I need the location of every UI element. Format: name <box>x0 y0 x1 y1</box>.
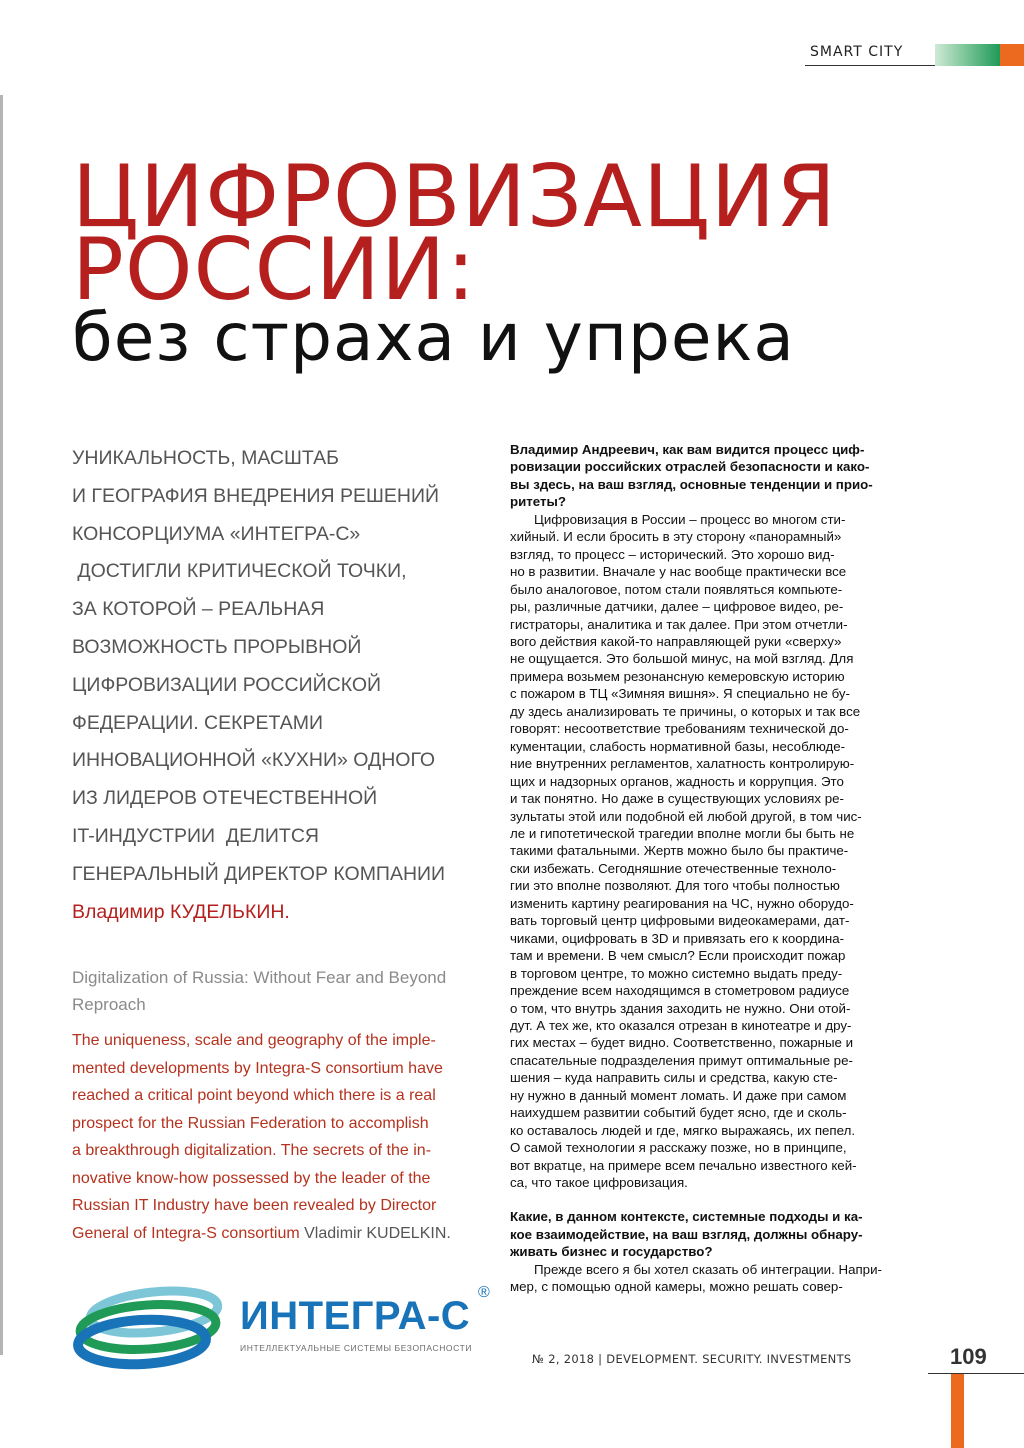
answer-line: взгляд, то процесс – исторический. Это хорошо вид- <box>510 546 835 562</box>
answer-line: ры, различные датчики, далее – цифровое видео, ре- <box>510 599 844 615</box>
answer-line: примера возьмем резонансную кемеровскую историю <box>510 668 845 684</box>
section-label: SMART CITY <box>810 44 904 60</box>
answer-line: шения – куда направить силы и средства, какую сте- <box>510 1070 838 1086</box>
english-summary-line: The uniqueness, scale and geography of the imple- <box>72 1032 436 1049</box>
answer-line: преждение всем находящимся в стометровом радиусе <box>510 983 850 999</box>
answer-line: но в развитии. Вначале у нас вообще практически все <box>510 564 847 580</box>
english-title-line: Digitalization of Russia: Without Fear and Beyond <box>72 968 447 987</box>
answer-line: не ощущается. Это большой минус, на мой взгляд. Для <box>510 651 854 667</box>
lead-line: ФЕДЕРАЦИИ. СЕКРЕТАМИ <box>72 711 324 734</box>
orange-page-bar <box>951 1374 964 1448</box>
question-1 <box>510 441 926 511</box>
answer-line: спасательные подразделения примут оптимальные ре- <box>510 1052 853 1068</box>
lead-line: ГЕНЕРАЛЬНЫЙ ДИРЕКТОР КОМПАНИИ <box>72 862 446 885</box>
lead-line: И ГЕОГРАФИЯ ВНЕДРЕНИЯ РЕШЕНИЙ <box>72 484 440 507</box>
answer-line: кументации, слабость нормативной базы, несоблюде- <box>510 738 846 754</box>
answer-line: вот вкратце, на примере всем печально известного кей- <box>510 1157 857 1173</box>
answer-line: гистраторы, аналитика и так далее. При этом отчетли- <box>510 616 848 632</box>
answer-line: в торговом центре, то можно системно выдать преду- <box>510 965 843 981</box>
answer-line: хийный. И если бросить в эту сторону «панорамный» <box>510 529 842 545</box>
english-summary-text: General of Integra-S consortium <box>72 1224 305 1242</box>
answer-line: ну нужно в данный момент ломать. И даже при самом <box>510 1087 847 1103</box>
lead-line: ИННОВАЦИОННОЙ «КУХНИ» ОДНОГО <box>72 749 436 772</box>
interview-column <box>510 441 926 1296</box>
answer-line: изменить картину реагирования на ЧС, нужно оборудо- <box>510 895 854 911</box>
english-summary-line: mented developments by Integra-S consortium have <box>72 1059 443 1077</box>
logo-tagline: ИНТЕЛЛЕКТУАЛЬНЫЕ СИСТЕМЫ БЕЗОПАСНОСТИ <box>240 1343 473 1353</box>
question-line: ритеты? <box>510 494 567 510</box>
lead-line: IT-ИНДУСТРИИ ДЕЛИТСЯ <box>72 824 319 847</box>
answer-line: там и времени. В чем смысл? Если происходит пожар <box>510 948 846 964</box>
answer-line: ду здесь анализировать те причины, о которых и так все <box>510 703 861 719</box>
green-tab <box>935 44 1000 66</box>
english-summary <box>72 1027 502 1247</box>
answer-line: щих и надзорных органов, жадность и коррупция. Это <box>510 773 844 789</box>
english-author: Vladimir KUDELKIN. <box>304 1224 451 1242</box>
article-title-line-1: ЦИФРОВИЗАЦИЯ <box>72 147 837 247</box>
answer-line: вого действия какой-то направляющей руки «сверху» <box>510 633 842 649</box>
article-title-line-2: РОССИИ: <box>72 220 477 320</box>
registered-mark: ® <box>478 1284 490 1301</box>
three-rings-logo-icon <box>72 1282 232 1372</box>
question-line: Какие, в данном контексте, системные подходы и ка- <box>510 1209 863 1225</box>
question-line: живать бизнес и государство? <box>510 1244 713 1260</box>
lead-line: УНИКАЛЬНОСТЬ, МАСШТАБ <box>72 447 339 469</box>
footer-issue: № 2, 2018 | DEVELOPMENT. SECURITY. INVESTMENTS <box>532 1352 852 1366</box>
question-line: ровизации российских отраслей безопасности и како- <box>510 459 870 475</box>
answer-line: зультаты этой или подобной ей любой другой, в том чис- <box>510 808 862 824</box>
answer-line: гих местах – будет видно. Соответственно, пожарные и <box>510 1035 854 1051</box>
lead-line: ДОСТИГЛИ КРИТИЧЕСКОЙ ТОЧКИ, <box>72 560 407 583</box>
answer-line: такими фатальными. Жертв можно было бы практиче- <box>510 843 849 859</box>
article-subtitle: без страха и упрека <box>72 299 795 376</box>
answer-line: было аналоговое, потом стали появляться компьюте- <box>510 581 843 597</box>
footer-rule <box>928 1373 1024 1374</box>
lead-paragraph <box>72 440 492 931</box>
answer-line: ски избежать. Сегодняшние отечественные техноло- <box>510 860 837 876</box>
question-2 <box>510 1208 926 1260</box>
page-number: 109 <box>950 1344 987 1369</box>
lead-line: ИЗ ЛИДЕРОВ ОТЕЧЕСТВЕННОЙ <box>72 787 378 810</box>
english-summary-line: a breakthrough digitalization. The secrets of the in- <box>72 1142 432 1159</box>
page-edge-line <box>0 95 3 1355</box>
answer-2 <box>510 1261 926 1296</box>
question-line: Владимир Андреевич, как вам видится процесс циф- <box>510 442 865 457</box>
answer-1 <box>510 511 926 1192</box>
lead-line: КОНСОРЦИУМА «ИНТЕГРА-С» <box>72 522 361 545</box>
english-title <box>72 964 502 1018</box>
integra-s-logo <box>72 1282 502 1372</box>
english-summary-line: novative know-how possessed by the leader of the <box>72 1169 431 1187</box>
english-summary-line: prospect for the Russian Federation to accomplish <box>72 1114 429 1132</box>
orange-tab <box>1000 44 1024 66</box>
answer-line: ние внутренних регламентов, халатность контролирую- <box>510 756 855 772</box>
question-line: кое взаимодействие, на ваш взгляд, должны обнару- <box>510 1226 863 1242</box>
lead-author: Владимир КУДЕЛЬКИН. <box>72 900 290 923</box>
answer-line: Цифровизация в России – процесс во многом сти- <box>534 511 846 527</box>
english-title-line: Reproach <box>72 995 146 1014</box>
logo-name: ИНТЕГРА-С <box>240 1294 471 1338</box>
english-summary-line: reached a critical point beyond which there is a real <box>72 1087 436 1104</box>
answer-line: ко оставалось людей и где, мягко выражаясь, их пепел. <box>510 1122 856 1138</box>
lead-line: ЦИФРОВИЗАЦИИ РОССИЙСКОЙ <box>72 673 382 696</box>
english-summary-line: Russian IT Industry have been revealed by Director <box>72 1197 437 1214</box>
answer-line: са, что такое цифровизация. <box>510 1175 688 1191</box>
answer-line: и так понятно. Но даже в существующих условиях ре- <box>510 791 844 807</box>
answer-line: говорят: несоответствие требованиям технической до- <box>510 721 849 737</box>
header-color-tabs <box>935 44 1024 66</box>
lead-line: ЗА КОТОРОЙ – РЕАЛЬНАЯ <box>72 598 325 621</box>
answer-line: ле и гипотетической трагедии вполне могли бы быть не <box>510 825 855 841</box>
answer-line: Прежде всего я бы хотел сказать об интеграции. Напри- <box>534 1261 882 1277</box>
lead-line: ВОЗМОЖНОСТЬ ПРОРЫВНОЙ <box>72 635 362 658</box>
header-rule <box>805 65 935 66</box>
question-line: вы здесь, на ваш взгляд, основные тенденции и прио- <box>510 476 873 492</box>
answer-line: дут. А тех же, кто оказался отрезан в кинотеатре и дру- <box>510 1017 852 1033</box>
answer-line: наихудшем развитии событий будет ясно, где и сколь- <box>510 1105 847 1121</box>
answer-line: О самой технологии я расскажу позже, но в принципе, <box>510 1140 847 1156</box>
answer-line: вать торговый центр цифровыми видеокамерами, дат- <box>510 913 850 929</box>
answer-line: чиками, оцифровать в 3D и привязать его к координа- <box>510 930 845 946</box>
answer-line: о том, что внутрь здания заходить не нужно. Они отой- <box>510 1000 851 1016</box>
answer-line: мер, с помощью одной камеры, можно решать совер- <box>510 1279 843 1295</box>
running-header <box>805 44 1024 66</box>
answer-line: гии это вполне позволяют. Для того чтобы полностью <box>510 878 840 894</box>
answer-line: с пожаром в ТЦ «Зимняя вишня». Я специально не бу- <box>510 686 850 702</box>
english-summary-last-line <box>72 1220 502 1248</box>
paragraph-gap <box>510 1191 926 1208</box>
